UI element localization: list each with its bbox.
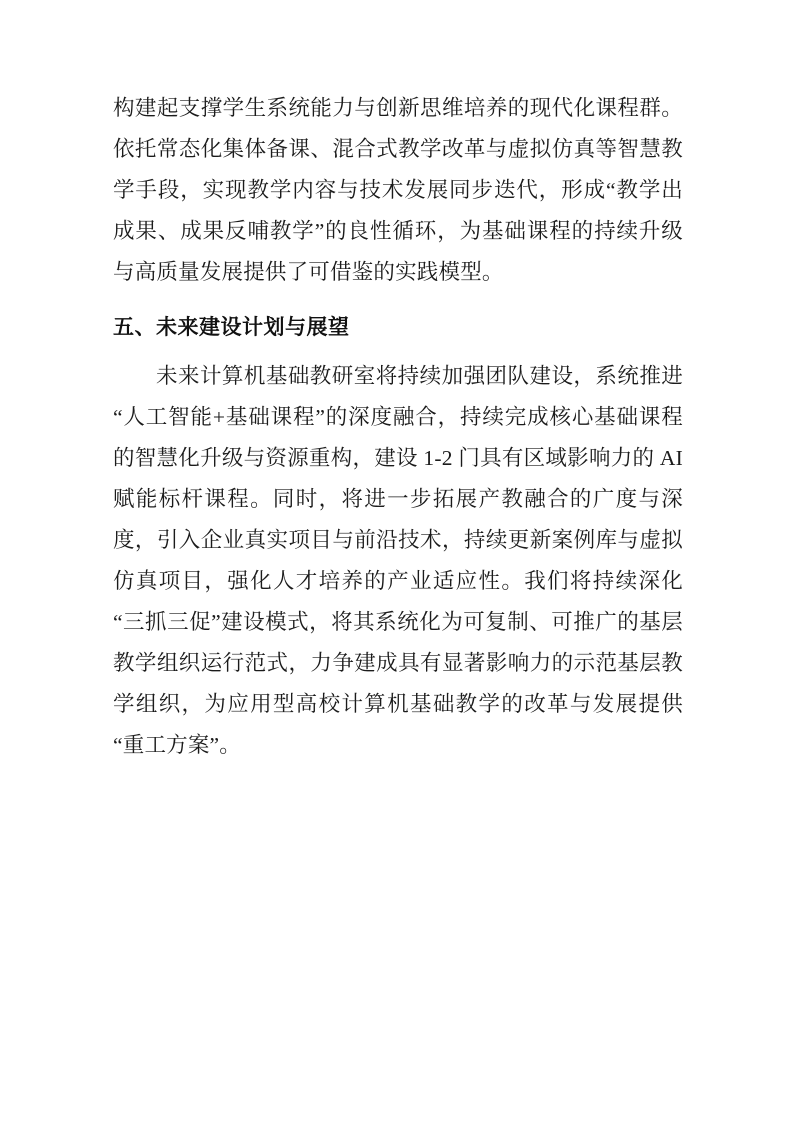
paragraph-continuation: 构建起支撑学生系统能力与创新思维培养的现代化课程群。依托常态化集体备课、混合式教学改革与虚拟仿真等智慧教学手段，实现教学内容与技术发展同步迭代，形成“教学出成果、成果反哺教学”的良性循环，为基础课程的持续升级与高质量发展提供了可借鉴的实践模型。 <box>113 96 683 284</box>
document-body <box>113 88 683 766</box>
section-heading-future-plan: 五、未来建设计划与展望 <box>113 316 350 339</box>
paragraph-future-plan: 未来计算机基础教研室将持续加强团队建设，系统推进“人工智能+基础课程”的深度融合，持续完成核心基础课程的智慧化升级与资源重构，建设 1-2 门具有区域影响力的 AI 赋能标杆课程。同时，将进一步拓展产教融合的广度与深度，引入企业真实项目与前沿技术，持续更新案例库与虚拟仿真项目，强化人才培养的产业适应性。我们将持续深化“三抓三促”建设模式，将其系统化为可复制、可推广的基层教学组织运行范式，力争建成具有显著影响力的示范基层教学组织，为应用型高校计算机基础教学的改革与发展提供“重工方案”。 <box>113 364 683 757</box>
